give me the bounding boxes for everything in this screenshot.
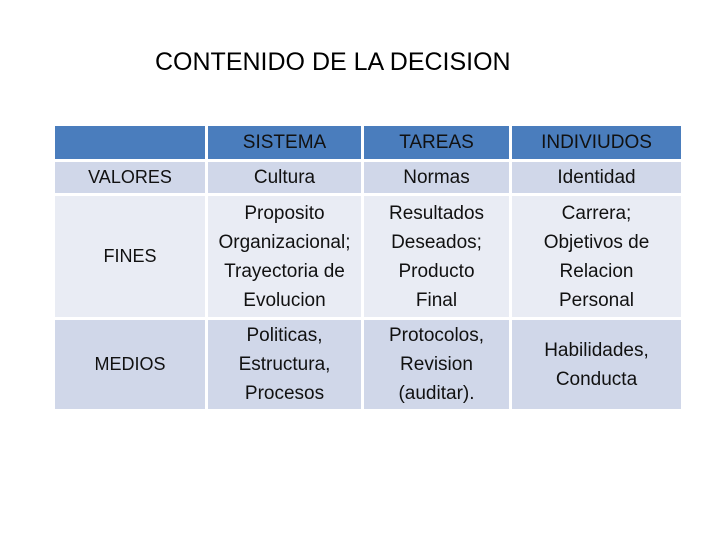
header-cell-individuos: INDIVIUDOS <box>512 126 681 162</box>
row-label-valores: VALORES <box>55 162 208 196</box>
row-label-fines: FINES <box>55 196 208 320</box>
row-label-medios: MEDIOS <box>55 320 208 412</box>
table-cell: Habilidades, Conducta <box>512 320 681 412</box>
table-cell: Identidad <box>512 162 681 196</box>
table-cell: Cultura <box>208 162 364 196</box>
header-cell-sistema: SISTEMA <box>208 126 364 162</box>
table-cell: Carrera; Objetivos de Relacion Personal <box>512 196 681 320</box>
table-cell: Protocolos, Revision (auditar). <box>364 320 512 412</box>
page-title: CONTENIDO DE LA DECISION <box>155 48 511 76</box>
decision-content-table <box>55 126 681 412</box>
header-cell-empty <box>55 126 208 162</box>
header-cell-tareas: TAREAS <box>364 126 512 162</box>
table-cell: Politicas, Estructura, Procesos <box>208 320 364 412</box>
table-cell: Normas <box>364 162 512 196</box>
table-cell: Proposito Organizacional; Trayectoria de Evolucion <box>208 196 364 320</box>
table-cell: Resultados Deseados; Producto Final <box>364 196 512 320</box>
